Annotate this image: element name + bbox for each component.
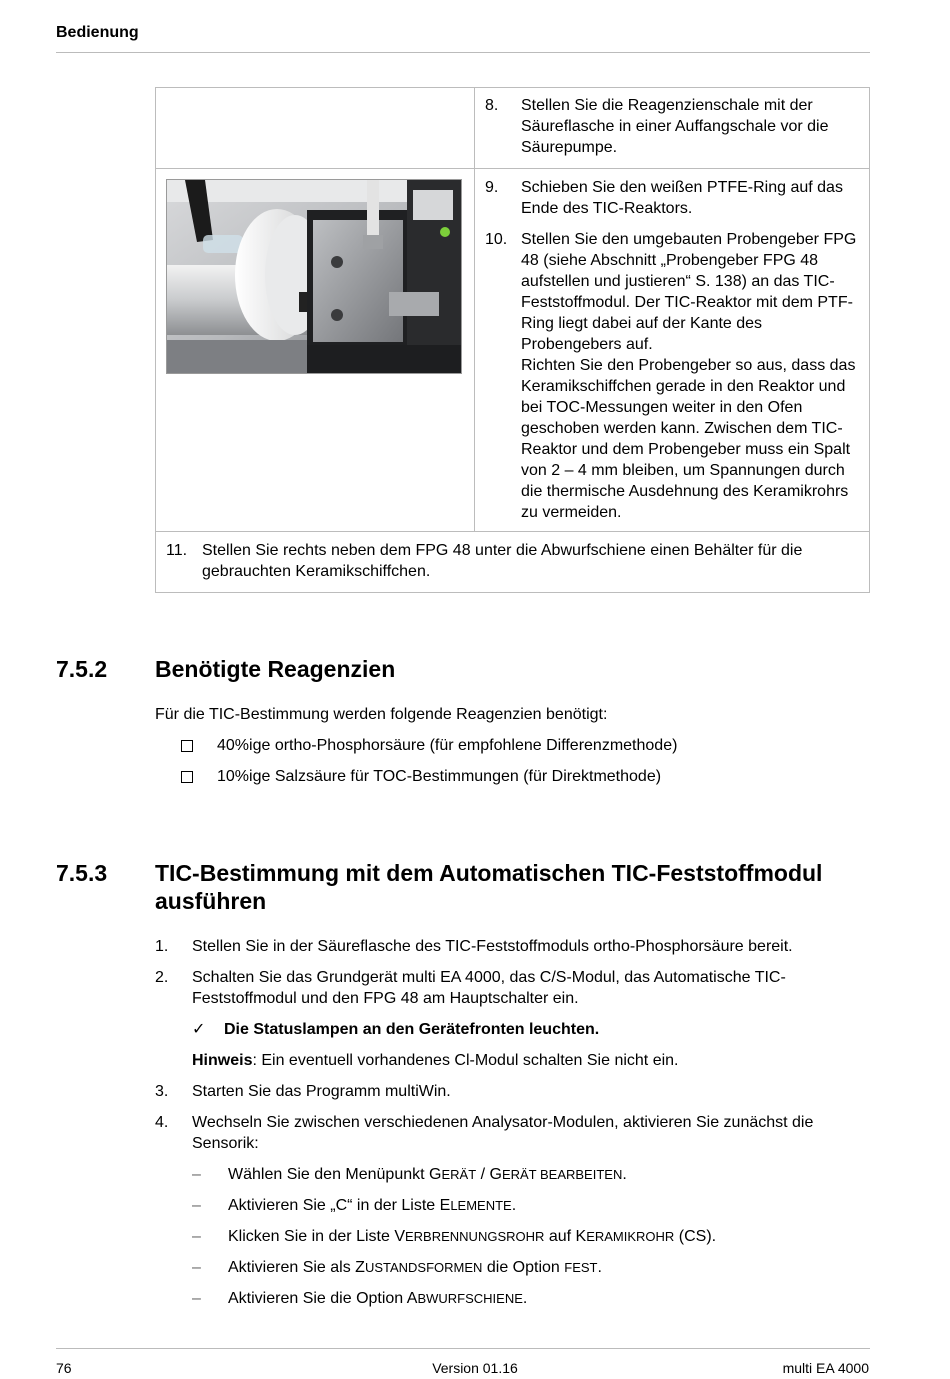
bullet-text: 10%ige Salzsäure für TOC-Bestimmungen (für Direktmethode) bbox=[217, 768, 662, 785]
list-item bbox=[155, 766, 869, 787]
step-number: 8. bbox=[485, 97, 499, 114]
step-cell-11 bbox=[156, 532, 870, 593]
checkbox-bullet-icon bbox=[181, 771, 193, 783]
photo-cell bbox=[156, 169, 475, 532]
dash-bullet: – bbox=[192, 1166, 201, 1183]
section-number: 7.5.2 bbox=[56, 656, 108, 682]
sub-step-text: Aktivieren Sie „C“ in der Liste ELEMENTE. bbox=[228, 1197, 517, 1214]
step-number: 10. bbox=[485, 231, 508, 248]
empty-cell bbox=[156, 88, 475, 169]
list-item bbox=[155, 735, 869, 756]
sub-step bbox=[192, 1164, 869, 1185]
step-number: 4. bbox=[155, 1114, 169, 1131]
section-number: 7.5.3 bbox=[56, 860, 108, 886]
step-text: Stellen Sie die Reagenzienschale mit der Säureflasche in einer Auffangschale vor die Säurepumpe. bbox=[521, 97, 829, 156]
dash-bullet: – bbox=[192, 1259, 201, 1276]
note-text: : Ein eventuell vorhandenes Cl-Modul schalten Sie nicht ein. bbox=[252, 1052, 679, 1069]
document-version: Version 01.16 bbox=[432, 1360, 518, 1376]
sub-step-text: Aktivieren Sie als ZUSTANDSFORMEN die Option FEST. bbox=[228, 1259, 602, 1276]
bullet-text: 40%ige ortho-Phosphorsäure (für empfohlene Differenzmethode) bbox=[217, 737, 678, 754]
dash-bullet: – bbox=[192, 1290, 201, 1307]
step-number: 3. bbox=[155, 1083, 169, 1100]
page-number: 76 bbox=[56, 1360, 72, 1376]
step-text: Schieben Sie den weißen PTFE-Ring auf das Ende des TIC-Reaktors. bbox=[521, 179, 843, 217]
note bbox=[192, 1050, 869, 1071]
list-item bbox=[155, 1081, 869, 1102]
reagents-block bbox=[155, 704, 869, 787]
sub-step bbox=[192, 1257, 869, 1278]
list-item bbox=[155, 936, 869, 957]
sub-step bbox=[192, 1226, 869, 1247]
procedure-list bbox=[155, 936, 869, 1319]
product-name: multi EA 4000 bbox=[782, 1360, 869, 1376]
step-text: Stellen Sie in der Säureflasche des TIC-Feststoffmoduls ortho-Phosphorsäure bereit. bbox=[192, 938, 793, 955]
dash-bullet: – bbox=[192, 1197, 201, 1214]
list-item bbox=[155, 1112, 869, 1154]
section-heading-753 bbox=[56, 859, 865, 915]
step-text: Stellen Sie den umgebauten Probengeber FPG 48 (siehe Abschnitt „Probengeber FPG 48 aufstellen und justieren“ S. 138) an das TIC-Feststoffmodul. Der TIC-Reaktor mit dem PTF-Ring liegt dabei auf der Kante des Probengebers auf. bbox=[521, 231, 857, 353]
step-11 bbox=[166, 540, 859, 582]
sub-step-text: Aktivieren Sie die Option ABWURFSCHIENE. bbox=[228, 1290, 528, 1307]
step-number: 2. bbox=[155, 969, 169, 986]
sub-step-text: Wählen Sie den Menüpunkt GERÄT / GERÄT BEARBEITEN. bbox=[228, 1166, 627, 1183]
step-text: Richten Sie den Probengeber so aus, dass das Keramikschiffchen gerade in den Reaktor und bei TOC-Messungen weiter in den Ofen geschoben werden kann. Zwischen dem TIC-Reaktor und dem Probengeber muss ein Spalt von 2 – 4 mm bleiben, um Spannungen durch die thermische Ausdehnung des Keramikrohrs zu vermeiden. bbox=[521, 357, 856, 521]
step-text: Starten Sie das Programm multiWin. bbox=[192, 1083, 451, 1100]
sub-step-text: Klicken Sie in der Liste VERBRENNUNGSROHR auf KERAMIKROHR (CS). bbox=[228, 1228, 717, 1245]
check-text: Die Statuslampen an den Gerätefronten leuchten. bbox=[224, 1021, 600, 1038]
table-row bbox=[156, 88, 870, 169]
table-row bbox=[156, 532, 870, 593]
step-cell-8 bbox=[475, 88, 870, 169]
tic-reactor-photo bbox=[166, 179, 462, 374]
reagents-intro: Für die TIC-Bestimmung werden folgende Reagenzien benötigt: bbox=[155, 706, 608, 723]
step-number: 1. bbox=[155, 938, 169, 955]
sub-step bbox=[192, 1195, 869, 1216]
step-9 bbox=[485, 177, 859, 219]
sub-step bbox=[192, 1288, 869, 1309]
checkmark-icon: ✓ bbox=[192, 1021, 206, 1038]
steps-table bbox=[155, 87, 870, 593]
checkbox-bullet-icon bbox=[181, 740, 193, 752]
table-row bbox=[156, 169, 870, 532]
step-number: 9. bbox=[485, 179, 499, 196]
list-item bbox=[155, 967, 869, 1009]
step-text-group bbox=[521, 229, 859, 523]
page-header bbox=[56, 22, 870, 53]
step-10 bbox=[485, 229, 859, 523]
section-title: Benötigte Reagenzien bbox=[155, 656, 396, 682]
dash-bullet: – bbox=[192, 1228, 201, 1245]
step-text: Stellen Sie rechts neben dem FPG 48 unter die Abwurfschiene einen Behälter für die gebrauchten Keramikschiffchen. bbox=[202, 542, 803, 580]
step-text: Wechseln Sie zwischen verschiedenen Analysator-Modulen, aktivieren Sie zunächst die Sensorik: bbox=[192, 1114, 814, 1152]
step-number: 11. bbox=[166, 542, 188, 559]
footer-divider bbox=[56, 1348, 870, 1349]
header-title: Bedienung bbox=[56, 24, 139, 41]
step-cell-9-10 bbox=[475, 169, 870, 532]
step-8 bbox=[485, 95, 859, 158]
step-text: Schalten Sie das Grundgerät multi EA 4000, das C/S-Modul, das Automatische TIC-Feststoffmodul und den FPG 48 am Hauptschalter ein. bbox=[192, 969, 786, 1007]
section-heading-752 bbox=[56, 655, 865, 683]
result-check bbox=[192, 1019, 869, 1040]
note-label: Hinweis bbox=[192, 1052, 253, 1069]
section-title: TIC-Bestimmung mit dem Automatischen TIC-Feststoffmodul ausführen bbox=[155, 860, 823, 914]
